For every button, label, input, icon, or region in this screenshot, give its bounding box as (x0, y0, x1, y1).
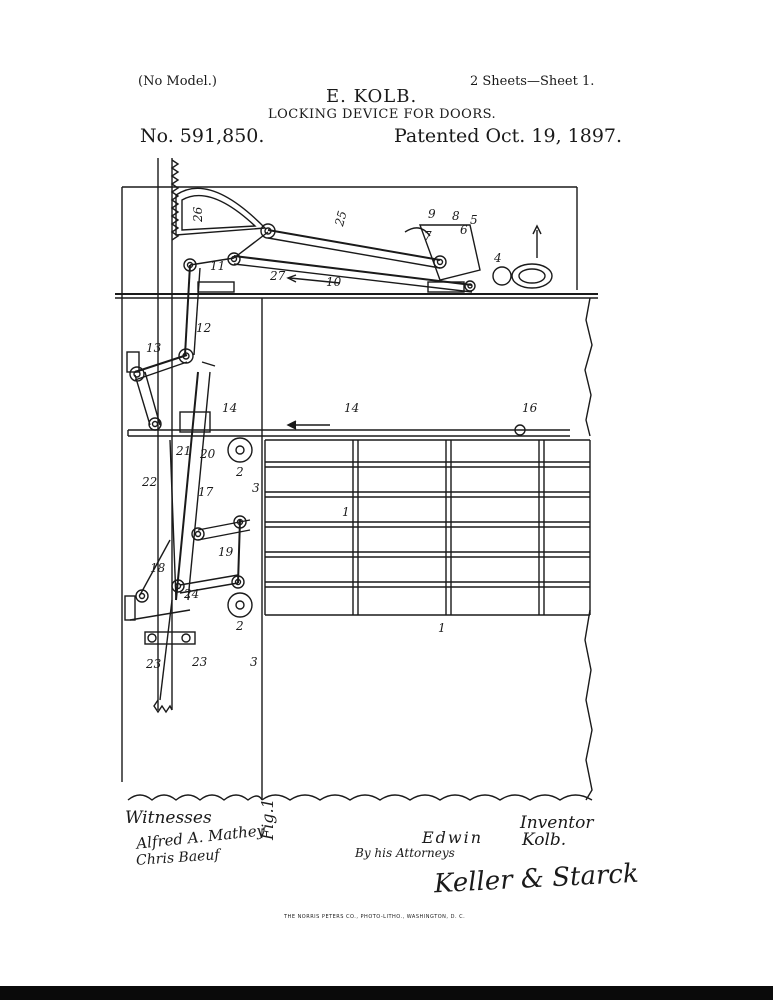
ref-20: 20 (200, 447, 216, 461)
inventor-label: Inventor (520, 813, 594, 833)
door-grille (265, 440, 590, 615)
figure-label: Fig.1 (258, 798, 277, 840)
patent-number: No. 591,850. (140, 125, 265, 147)
ref-14-a: 14 (222, 401, 238, 415)
ref-12: 12 (196, 321, 212, 335)
scan-edge-bar (0, 986, 773, 1000)
ref-8: 8 (452, 209, 460, 223)
ref-2-a: 2 (236, 465, 244, 479)
ref-26: 26 (191, 206, 205, 222)
printer-imprint: THE NORRIS PETERS CO., PHOTO-LITHO., WASHINGTON, D. C. (284, 914, 466, 920)
ref-2-b: 2 (236, 619, 244, 633)
ref-25: 25 (332, 209, 350, 228)
inventor-signature-first: Edwin (422, 828, 484, 847)
ref-14-b: 14 (344, 401, 360, 415)
locking-bars (125, 372, 250, 700)
ref-18: 18 (150, 561, 166, 575)
ref-17: 17 (198, 485, 214, 499)
ref-21: 21 (176, 444, 192, 458)
sheet-count: 2 Sheets—Sheet 1. (470, 74, 595, 89)
ref-4: 4 (494, 251, 502, 265)
inventor-signature-last: Kolb. (522, 830, 567, 850)
inventor-name: E. KOLB. (326, 86, 418, 107)
lever-system (127, 230, 472, 425)
ref-1-a: 1 (342, 505, 350, 519)
toothed-rack (154, 158, 178, 712)
witness-signature-2: Chris Baeuf (135, 847, 221, 869)
reference-numerals (141, 206, 538, 671)
witness-signature-1: Alfred A. Mathey (135, 821, 266, 853)
attorneys-line: By his Attorneys (355, 846, 455, 860)
ref-11: 11 (210, 259, 226, 273)
attorneys-signature: Keller & Starck (433, 858, 640, 900)
no-model-note: (No Model.) (138, 74, 217, 89)
ref-3-a: 3 (252, 481, 260, 495)
ref-5: 5 (470, 213, 478, 227)
ref-16: 16 (522, 401, 538, 415)
patent-title: LOCKING DEVICE FOR DOORS. (268, 107, 497, 122)
ref-13: 13 (146, 341, 162, 355)
ref-24: 24 (184, 587, 200, 601)
ref-3-b: 3 (250, 655, 258, 669)
ref-7: 7 (424, 229, 432, 243)
ref-10: 10 (326, 275, 342, 289)
ref-22: 22 (142, 475, 158, 489)
ref-23-b: 23 (192, 655, 208, 669)
ref-9: 9 (428, 207, 436, 221)
ref-1-b: 1 (438, 621, 446, 635)
ref-23-a: 23 (146, 657, 162, 671)
witnesses-label: Witnesses (125, 808, 212, 828)
toothed-sector (176, 188, 265, 235)
ref-6: 6 (460, 223, 468, 237)
ref-27: 27 (270, 269, 286, 283)
patent-date: Patented Oct. 19, 1897. (394, 125, 623, 147)
ref-19: 19 (218, 545, 234, 559)
